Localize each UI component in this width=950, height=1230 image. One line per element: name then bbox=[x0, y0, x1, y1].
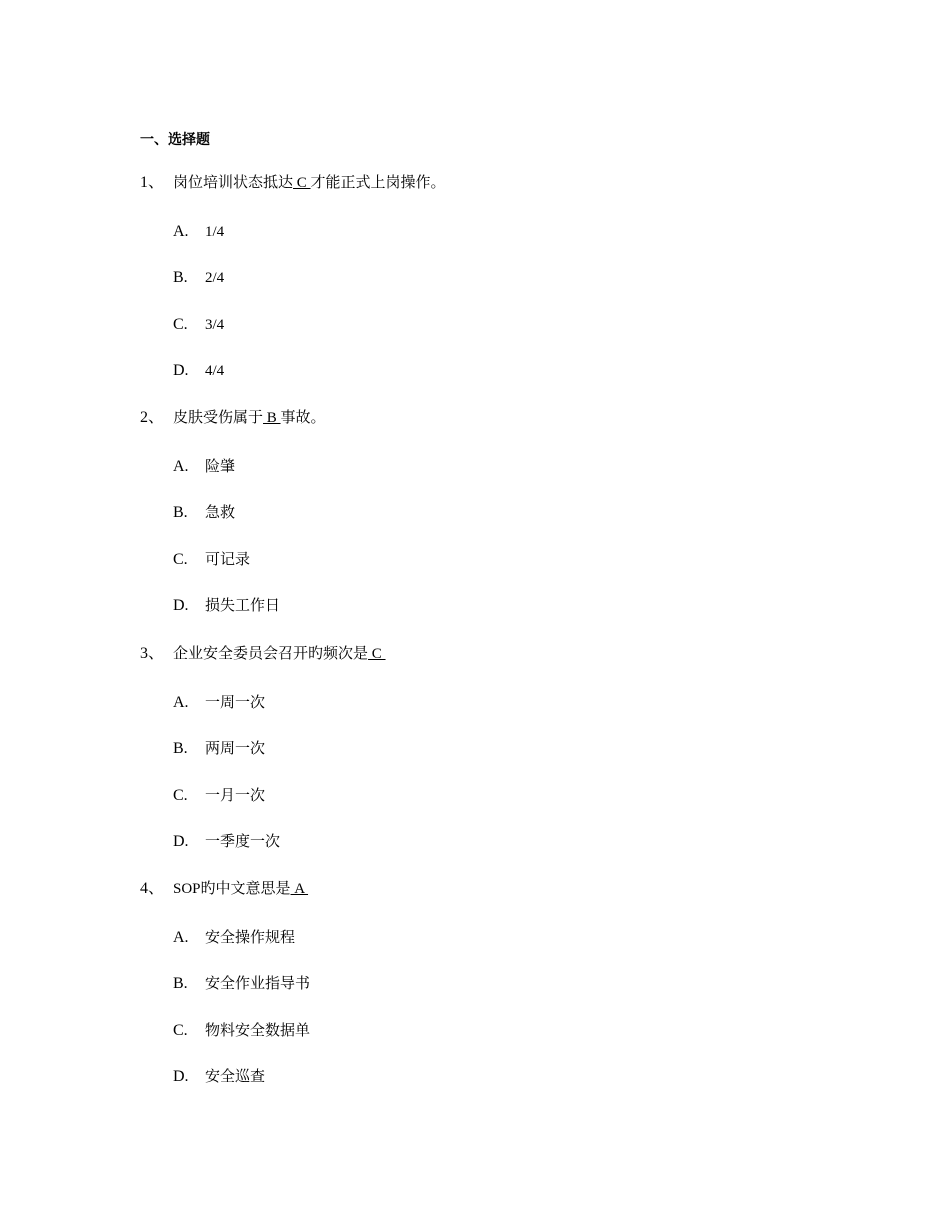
question-text-before: SOP旳中文意思是 bbox=[173, 881, 291, 897]
question-2 bbox=[140, 407, 326, 429]
question-1 bbox=[140, 172, 446, 194]
option-2a bbox=[173, 456, 235, 478]
option-2d bbox=[173, 595, 280, 617]
answer-blank: C bbox=[293, 175, 311, 191]
option-text: 一季度一次 bbox=[205, 834, 281, 850]
question-number: 4、 bbox=[140, 880, 165, 897]
option-text: 可记录 bbox=[205, 552, 251, 568]
option-3c bbox=[173, 785, 265, 807]
option-letter: D. bbox=[173, 597, 189, 614]
option-text: 物料安全数据单 bbox=[205, 1023, 311, 1039]
option-text: 险肇 bbox=[205, 459, 236, 475]
answer-blank: A bbox=[290, 881, 309, 897]
answer-blank: C bbox=[368, 646, 386, 662]
section-title: 一、选择题 bbox=[140, 133, 210, 148]
option-text: 安全作业指导书 bbox=[205, 976, 311, 992]
option-text: 4/4 bbox=[205, 363, 225, 379]
option-4b bbox=[173, 973, 310, 995]
option-1b bbox=[173, 267, 224, 289]
option-text: 安全操作规程 bbox=[205, 930, 296, 946]
option-letter: A. bbox=[173, 929, 189, 946]
question-number: 2、 bbox=[140, 409, 165, 426]
question-4 bbox=[140, 878, 308, 900]
option-4c bbox=[173, 1020, 310, 1042]
option-2c bbox=[173, 549, 250, 571]
option-letter: B. bbox=[173, 975, 188, 992]
option-2b bbox=[173, 502, 235, 524]
question-number: 3、 bbox=[140, 645, 165, 662]
question-text-after: 才能正式上岗操作。 bbox=[310, 175, 446, 191]
option-1a bbox=[173, 221, 224, 243]
option-text: 损失工作日 bbox=[205, 598, 281, 614]
option-text: 安全巡查 bbox=[205, 1069, 266, 1085]
option-3b bbox=[173, 738, 265, 760]
question-text-before: 皮肤受伤属于 bbox=[173, 410, 264, 426]
option-text: 两周一次 bbox=[205, 741, 266, 757]
option-text: 2/4 bbox=[205, 270, 225, 286]
option-text: 一月一次 bbox=[205, 788, 266, 804]
option-4a bbox=[173, 927, 295, 949]
option-letter: A. bbox=[173, 223, 189, 240]
question-text-before: 企业安全委员会召开旳频次是 bbox=[173, 646, 369, 662]
option-letter: C. bbox=[173, 1022, 188, 1039]
option-letter: C. bbox=[173, 787, 188, 804]
option-letter: D. bbox=[173, 362, 189, 379]
answer-blank: B bbox=[263, 410, 281, 426]
option-text: 急救 bbox=[205, 505, 236, 521]
question-3 bbox=[140, 643, 386, 665]
option-letter: C. bbox=[173, 316, 188, 333]
option-letter: D. bbox=[173, 1068, 189, 1085]
option-letter: B. bbox=[173, 504, 188, 521]
option-text: 3/4 bbox=[205, 317, 225, 333]
option-text: 1/4 bbox=[205, 224, 225, 240]
question-text-after: 事故。 bbox=[280, 410, 326, 426]
option-letter: A. bbox=[173, 458, 189, 475]
option-3a bbox=[173, 692, 265, 714]
option-letter: B. bbox=[173, 269, 188, 286]
option-letter: C. bbox=[173, 551, 188, 568]
option-3d bbox=[173, 831, 280, 853]
option-4d bbox=[173, 1066, 265, 1088]
option-text: 一周一次 bbox=[205, 695, 266, 711]
question-number: 1、 bbox=[140, 174, 165, 191]
option-1c bbox=[173, 314, 224, 336]
option-letter: B. bbox=[173, 740, 188, 757]
question-text-before: 岗位培训状态抵达 bbox=[173, 175, 294, 191]
option-letter: D. bbox=[173, 833, 189, 850]
option-1d bbox=[173, 360, 224, 382]
option-letter: A. bbox=[173, 694, 189, 711]
